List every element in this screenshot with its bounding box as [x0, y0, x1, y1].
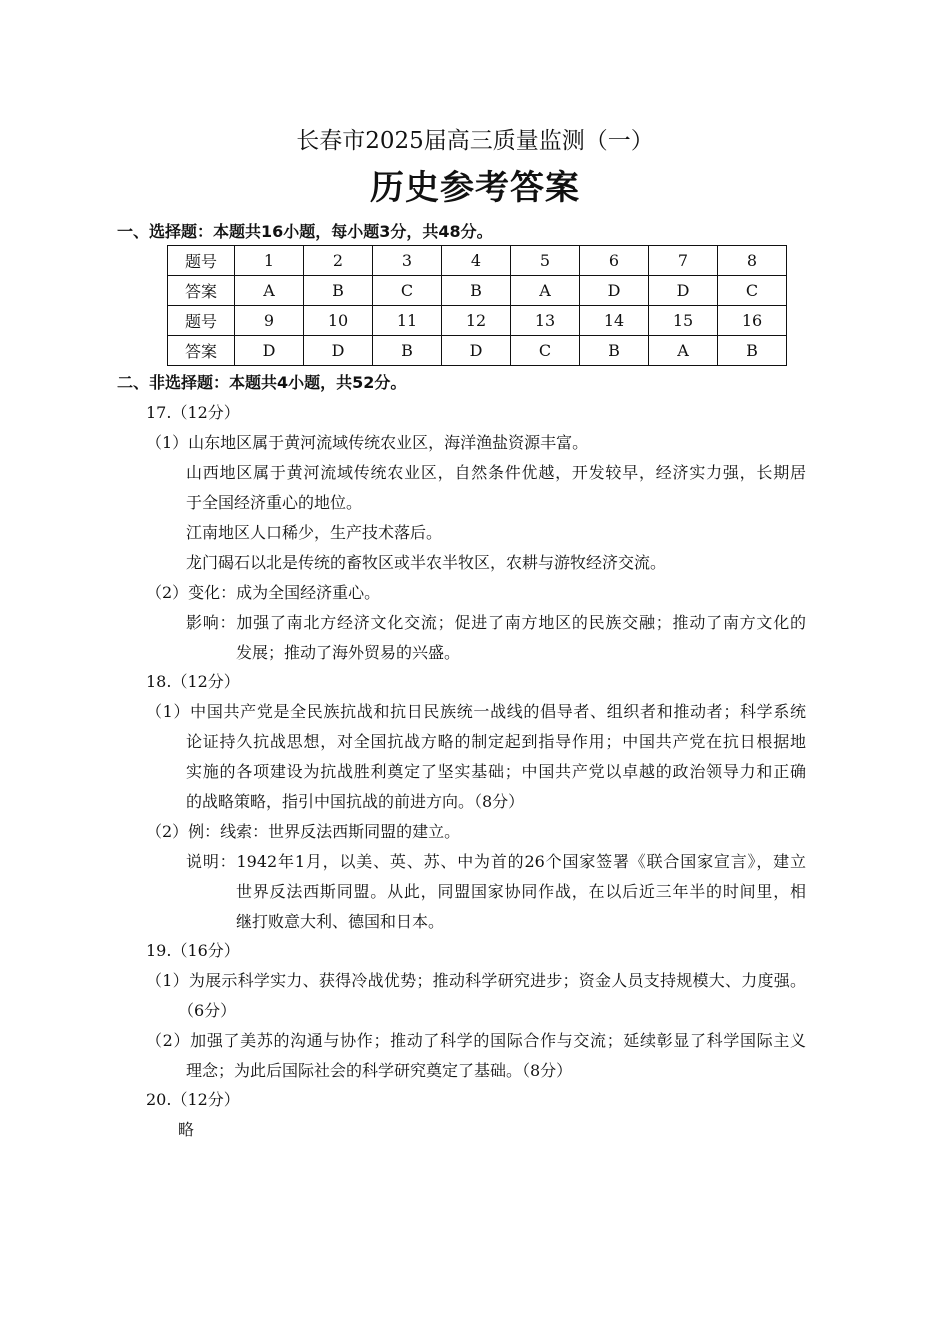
table-cell: 3 [373, 246, 442, 276]
document-title: 历史参考答案 [370, 168, 580, 208]
table-cell: D [649, 276, 718, 306]
answer-table [167, 245, 787, 366]
q17-part2-line: （2）变化：成为全国经济重心。 [146, 583, 381, 602]
table-row [168, 336, 787, 366]
table-cell: 11 [373, 306, 442, 336]
q20-answer: 略 [178, 1120, 195, 1139]
q17-part2-line: 影响：加强了南北方经济文化交流；促进了南方地区的民族交融；推动了南方文化的 [186, 613, 806, 632]
table-cell: 14 [580, 306, 649, 336]
table-cell: 16 [718, 306, 787, 336]
table-cell: 7 [649, 246, 718, 276]
table-cell: C [718, 276, 787, 306]
table-cell: C [373, 276, 442, 306]
q18-part2-line: 世界反法西斯同盟。从此，同盟国家协同作战，在以后近三年半的时间里，相 [236, 882, 806, 901]
table-cell: 12 [442, 306, 511, 336]
table-cell: D [442, 336, 511, 366]
table-cell: D [580, 276, 649, 306]
q17-part1-line: 江南地区人口稀少，生产技术落后。 [186, 523, 443, 542]
table-row [168, 306, 787, 336]
q18-part2-line: 继打败意大利、德国和日本。 [236, 912, 445, 931]
table-cell: A [235, 276, 304, 306]
table-row [168, 246, 787, 276]
table-cell: 10 [304, 306, 373, 336]
table-cell: D [304, 336, 373, 366]
table-row [168, 276, 787, 306]
q18-part2-line: （2）例：线索：世界反法西斯同盟的建立。 [146, 822, 461, 841]
section1-heading: 一、选择题：本题共16小题，每小题3分，共48分。 [117, 222, 493, 241]
table-cell: 2 [304, 246, 373, 276]
table-row-label: 题号 [168, 246, 235, 276]
table-cell: 4 [442, 246, 511, 276]
q19-title: 19.（16分） [146, 941, 240, 960]
q19-part2-line: 理念；为此后国际社会的科学研究奠定了基础。（8分） [186, 1061, 573, 1080]
table-cell: B [580, 336, 649, 366]
table-cell: B [304, 276, 373, 306]
q17-part2-line: 发展；推动了海外贸易的兴盛。 [236, 643, 461, 662]
table-row-label: 题号 [168, 306, 235, 336]
table-cell: 6 [580, 246, 649, 276]
q17-part1-line: 于全国经济重心的地位。 [186, 493, 363, 512]
table-cell: A [511, 276, 580, 306]
q18-part1-line: （1）中国共产党是全民族抗战和抗日民族统一战线的倡导者、组织者和推动者；科学系统 [146, 702, 806, 721]
table-row-label: 答案 [168, 336, 235, 366]
table-cell: C [511, 336, 580, 366]
table-cell: 13 [511, 306, 580, 336]
q18-part1-line: 的战略策略，指引中国抗战的前进方向。（8分） [186, 792, 525, 811]
table-cell: 15 [649, 306, 718, 336]
q17-title: 17.（12分） [146, 403, 240, 422]
table-cell: 9 [235, 306, 304, 336]
table-cell: B [373, 336, 442, 366]
table-cell: B [442, 276, 511, 306]
q17-part1-line: （1）山东地区属于黄河流域传统农业区，海洋渔盐资源丰富。 [146, 433, 589, 452]
table-cell: 5 [511, 246, 580, 276]
q18-part2-line: 说明：1942年1月，以美、英、苏、中为首的26个国家签署《联合国家宣言》，建立 [186, 852, 806, 871]
table-row-label: 答案 [168, 276, 235, 306]
table-cell: A [649, 336, 718, 366]
table-cell: 1 [235, 246, 304, 276]
table-cell: 8 [718, 246, 787, 276]
q19-part2-line: （2）加强了美苏的沟通与协作；推动了科学的国际合作与交流；延续彰显了科学国际主义 [146, 1031, 806, 1050]
q18-part1-line: 论证持久抗战思想，对全国抗战方略的制定起到指导作用；中国共产党在抗日根据地 [186, 732, 806, 751]
q17-part1-line: 龙门碣石以北是传统的畜牧区或半农半牧区，农耕与游牧经济交流。 [186, 553, 667, 572]
q19-part1-line: （1）为展示科学实力、获得冷战优势；推动科学研究进步；资金人员支持规模大、力度强。 [146, 971, 806, 990]
table-cell: B [718, 336, 787, 366]
q17-part1-line: 山西地区属于黄河流域传统农业区，自然条件优越，开发较早，经济实力强，长期居 [186, 463, 806, 482]
section2-heading: 二、非选择题：本题共4小题，共52分。 [117, 373, 407, 392]
exam-title: 长春市2025届高三质量监测（一） [296, 128, 654, 154]
q18-part1-line: 实施的各项建设为抗战胜利奠定了坚实基础；中国共产党以卓越的政治领导力和正确 [186, 762, 806, 781]
q18-title: 18.（12分） [146, 672, 240, 691]
table-cell: D [235, 336, 304, 366]
q19-part1-line: （6分） [178, 1001, 237, 1020]
q20-title: 20.（12分） [146, 1090, 240, 1109]
